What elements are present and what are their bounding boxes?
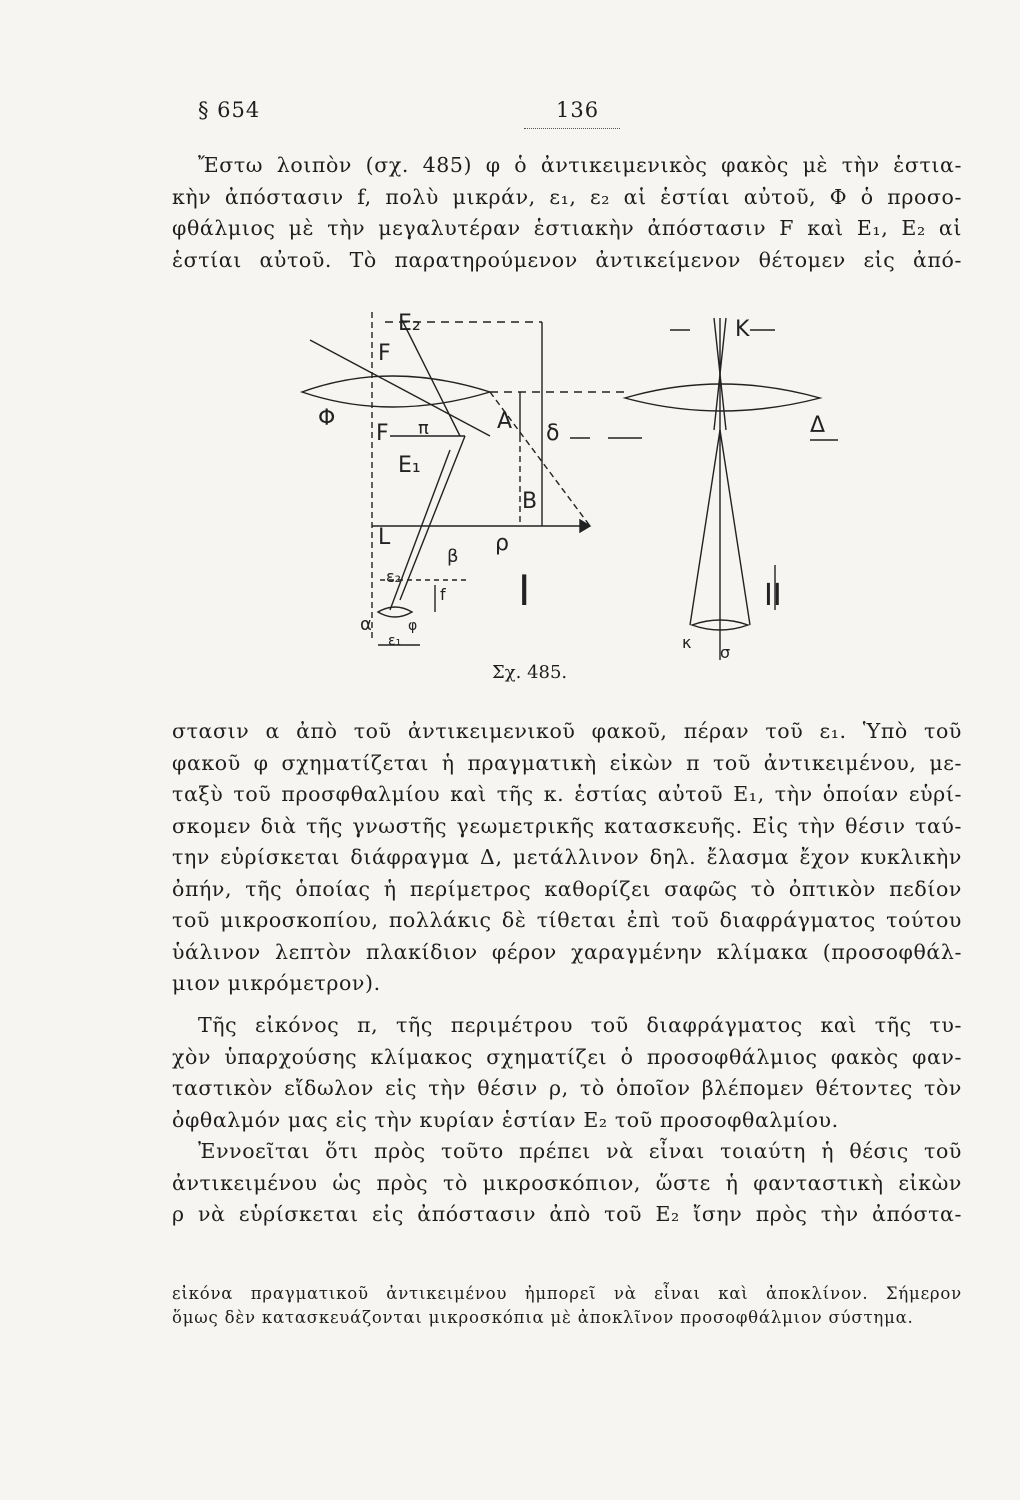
text-line: την εὑρίσκεται διάφραγμα Δ, μετάλλινον δηλ. ἔλασμα ἔχον κυκλικὴν xyxy=(172,845,962,869)
label-alpha: α xyxy=(360,614,372,635)
objective-lens xyxy=(378,607,412,617)
footnote-line: ὅμως δὲν κατασκευάζονται μικροσκόπια μὲ ἀποκλῖνον προσοφθάλμιον σύστημα. xyxy=(172,1308,914,1327)
page-number-rule xyxy=(524,128,620,129)
text-line: Ἔστω λοιπὸν (σχ. 485) φ ὁ ἀντικειμενικὸς φακὸς μὲ τὴν ἑστια- xyxy=(198,153,962,177)
text-line: ταστικὸν εἴδωλον εἰς τὴν θέσιν ρ, τὸ ὁποῖον βλέπομεν θέτοντες τὸν xyxy=(172,1076,962,1100)
rho-arrowhead xyxy=(580,520,590,532)
label-a: A xyxy=(497,409,513,434)
text-line: Τῆς εἰκόνος π, τῆς περιμέτρου τοῦ διαφράγματος καὶ τῆς τυ- xyxy=(198,1013,962,1037)
footnote xyxy=(172,1282,962,1330)
page-header xyxy=(198,98,954,134)
text-line: τοῦ μικροσκοπίου, πολλάκις δὲ τίθεται ἐπὶ τοῦ διαφράγματος τούτου xyxy=(172,908,962,932)
label-l: L xyxy=(378,525,391,550)
eyepiece-lens xyxy=(302,376,490,407)
ray-right-4 xyxy=(720,430,750,625)
text-line: σκομεν διὰ τῆς γνωστῆς γεωμετρικῆς κατασκευῆς. Εἰς τὴν θέσιν ταύ- xyxy=(172,813,962,838)
text-line: ὀφθαλμόν μας εἰς τὴν κυρίαν ἑστίαν E₂ τοῦ προσοφθαλμίου. xyxy=(172,1107,839,1132)
paragraph-2 xyxy=(172,716,962,1000)
label-beta: β xyxy=(447,546,459,567)
text-line: κὴν ἀπόστασιν f, πολὺ μικράν, ε₁, ε₂ αἱ ἑστίαι αὐτοῦ, Φ ὁ προσο- xyxy=(172,184,962,209)
text-line: χὸν ὑπαρχούσης κλίμακος σχηματίζει ὁ προσοφθάλμιος φακὸς φαν- xyxy=(172,1044,962,1069)
ray-1 xyxy=(310,340,490,436)
label-f-small: f xyxy=(440,585,446,604)
text-line: φακοῦ φ σχηματίζεται ἡ πραγματικὴ εἰκὼν π τοῦ ἀντικειμένου, με- xyxy=(172,750,962,775)
label-delta-big: Δ xyxy=(810,413,826,438)
paragraph-3 xyxy=(172,1010,962,1136)
paragraph-1 xyxy=(172,150,962,276)
label-rho: ρ xyxy=(495,531,509,556)
text-line: ὑάλινον λεπτὸν πλακίδιον φέρον χαραγμένην κλίμακα (προσοφθάλ- xyxy=(172,939,962,964)
label-sigma: σ xyxy=(720,643,731,660)
text-line: μιον μικρόμετρον). xyxy=(172,971,381,995)
text-line: στασιν α ἀπὸ τοῦ ἀντικειμενικοῦ φακοῦ, πέραν τοῦ ε₁. Ὑπὸ τοῦ xyxy=(172,719,962,743)
optical-diagram xyxy=(290,300,850,660)
footnote-line: εἰκόνα πραγματικοῦ ἀντικειμένου ἠμπορεῖ νὰ εἶναι καὶ ἀποκλίνον. Σήμερον xyxy=(172,1284,962,1303)
text-line: Ἐννοεῖται ὅτι πρὸς τοῦτο πρέπει νὰ εἶναι τοιαύτη ἡ θέσις τοῦ xyxy=(198,1139,962,1163)
label-phi-big: Φ xyxy=(318,406,336,431)
text-line: ὀπήν, τῆς ὁποίας ἡ περίμετρος καθορίζει σαφῶς τὸ ὀπτικὸν πεδίον xyxy=(172,876,962,901)
section-number: § 654 xyxy=(198,98,261,122)
label-delta-small: δ xyxy=(546,421,560,446)
paragraph-4 xyxy=(172,1136,962,1231)
page-number: 136 xyxy=(556,98,600,122)
text-line: ρ νὰ εὑρίσκεται εἰς ἀπόστασιν ἀπὸ τοῦ E₂ ἴσην πρὸς τὴν ἀπόστα- xyxy=(172,1202,962,1226)
text-line: ταξὺ τοῦ προσφθαλμίου καὶ τῆς κ. ἑστίας αὐτοῦ E₁, τὴν ὁποίαν εὑρί- xyxy=(172,782,962,806)
ray-2 xyxy=(402,320,460,436)
label-roman-1: I xyxy=(518,566,531,615)
label-e1-small: ε₁ xyxy=(388,633,402,649)
text-line: ἑστίαι αὐτοῦ. Τὸ παρατηρούμενον ἀντικείμενον θέτομεν εἰς ἀπό- xyxy=(172,247,962,272)
label-f-lower: F xyxy=(376,421,389,446)
label-b: B xyxy=(522,489,538,514)
label-phi-small: φ xyxy=(408,618,418,634)
ray-right-3 xyxy=(690,430,720,625)
label-roman-2: II xyxy=(764,578,782,613)
text-line: ἀντικειμένου ὡς πρὸς τὸ μικροσκόπιον, ὥστε ἡ φανταστικὴ εἰκὼν xyxy=(172,1170,962,1195)
figure-caption: Σχ. 485. xyxy=(492,662,568,683)
label-e2: E₂ xyxy=(398,311,421,336)
label-pi: π xyxy=(418,418,429,439)
label-f-upper: F xyxy=(378,341,391,366)
label-e2-small: ε₂ xyxy=(386,567,402,586)
label-k: K xyxy=(735,317,750,342)
text-line: φθάλμιος μὲ τὴν μεγαλυτέραν ἑστιακὴν ἀπόστασιν F καὶ E₁, E₂ αἱ xyxy=(172,216,962,240)
label-kappa: κ xyxy=(682,633,692,652)
label-e1: E₁ xyxy=(398,453,421,478)
